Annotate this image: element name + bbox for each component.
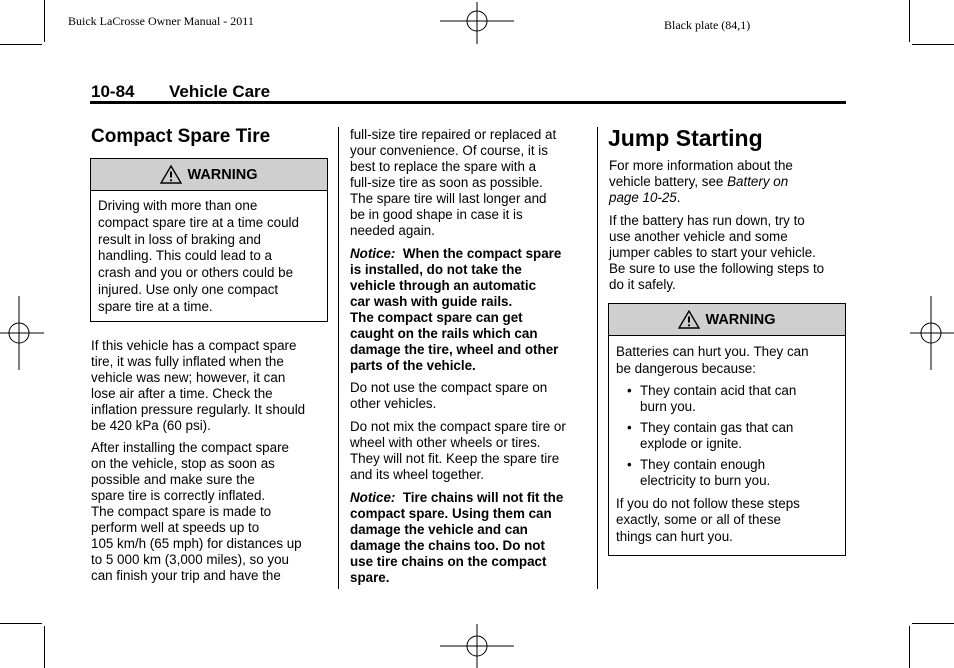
warning-line: Batteries can hurt you. They can xyxy=(616,344,809,359)
bullet-line: electricity to burn you. xyxy=(640,472,771,488)
warning-triangle-icon xyxy=(678,310,700,329)
crop-mark xyxy=(912,44,954,45)
text-line: The compact spare can get xyxy=(350,310,523,325)
bullet-line: They contain gas that can xyxy=(640,419,794,435)
page-number: 10-84 xyxy=(91,82,135,101)
text-line: Do not mix the compact spare tire or xyxy=(350,419,566,434)
text-line: inflation pressure regularly. It should xyxy=(91,402,306,417)
text-line: spare. xyxy=(350,570,390,585)
text-line: spare tire is correctly inflated. xyxy=(91,488,266,503)
bullet-dot: • xyxy=(627,419,632,435)
registration-mark-right xyxy=(910,296,954,370)
text-line: vehicle through an automatic xyxy=(350,278,537,293)
car-wash-notice xyxy=(350,246,561,374)
warning-header xyxy=(609,304,845,336)
plate-right: Black plate (84,1) xyxy=(664,18,751,32)
bullet-line: They contain enough xyxy=(640,456,766,472)
text-line: The compact spare is made to xyxy=(91,504,272,519)
text-line: can finish your trip and have the xyxy=(91,568,281,583)
bullet-line: explode or ignite. xyxy=(640,435,742,451)
plate-left: Buick LaCrosse Owner Manual - 2011 xyxy=(68,14,254,28)
notice-label: Notice: xyxy=(350,490,396,505)
text-line: full-size tire repaired or replaced at xyxy=(350,127,557,142)
battery-reference-link[interactable]: Battery on xyxy=(727,174,789,189)
middle-paragraph-2 xyxy=(350,380,547,412)
bullet-line: They contain acid that can xyxy=(640,382,797,398)
text-line: lose air after a time. Check the xyxy=(91,386,273,401)
bullet-dot: • xyxy=(627,382,632,398)
spare-paragraph-2 xyxy=(91,440,302,584)
text-line: perform well at speeds up to xyxy=(91,520,260,535)
text-line: other vehicles. xyxy=(350,396,437,411)
crop-mark xyxy=(44,0,45,42)
spare-warning-box xyxy=(90,158,328,322)
text-line: If the battery has run down, try to xyxy=(609,213,805,228)
tire-chain-notice xyxy=(350,490,563,586)
text-line xyxy=(609,190,793,206)
text-line xyxy=(609,174,793,190)
warning-line: exactly, some or all of these xyxy=(616,512,781,528)
text-span: . xyxy=(676,190,681,205)
text-line: compact spare. Using them can xyxy=(350,506,552,521)
text-line: be 420 kPa (60 psi). xyxy=(91,418,211,433)
crop-mark xyxy=(0,623,42,624)
text-line: After installing the compact spare xyxy=(91,440,289,455)
jump-paragraph xyxy=(609,213,824,293)
middle-paragraph-3 xyxy=(350,419,566,483)
registration-mark-bottom xyxy=(440,624,516,668)
text-line: wheel with other wheels or tires. xyxy=(350,435,541,450)
crop-mark xyxy=(0,44,42,45)
warning-line: injured. Use only one compact xyxy=(98,281,279,297)
registration-mark-top xyxy=(440,2,516,44)
warning-triangle-icon xyxy=(160,165,182,184)
text-line xyxy=(350,490,563,506)
text-line: car wash with guide rails. xyxy=(350,294,513,309)
bullet-line: burn you. xyxy=(640,398,696,414)
text-line: damage the tire, wheel and other xyxy=(350,342,559,357)
jump-intro xyxy=(609,158,793,206)
warning-line: be dangerous because: xyxy=(616,360,756,376)
text-line: is installed, do not take the xyxy=(350,262,522,277)
text-span: vehicle battery, see xyxy=(609,174,728,189)
text-line: do it safely. xyxy=(609,277,676,292)
text-line: damage the vehicle and can xyxy=(350,522,528,537)
text-line: They will not fit. Keep the spare tire xyxy=(350,451,560,466)
text-line: tire, it was fully inflated when the xyxy=(91,354,284,369)
warning-body xyxy=(91,191,327,322)
text-line: and its wheel together. xyxy=(350,467,484,482)
text-line: 105 km/h (65 mph) for distances up xyxy=(91,536,302,551)
warning-body xyxy=(609,336,845,552)
text-span: Tire chains will not fit the xyxy=(402,490,564,505)
text-line: caught on the rails which can xyxy=(350,326,538,341)
crop-mark xyxy=(912,623,954,624)
text-line xyxy=(350,246,561,262)
text-line: The spare tire will last longer and xyxy=(350,191,547,206)
warning-line: crash and you or others could be xyxy=(98,265,294,281)
warning-line: Driving with more than one xyxy=(98,198,258,213)
text-line: Do not use the compact spare on xyxy=(350,380,548,395)
text-line: parts of the vehicle. xyxy=(350,358,476,373)
text-line: to 5 000 km (3,000 miles), so you xyxy=(91,552,289,567)
text-line: use tire chains on the compact xyxy=(350,554,547,569)
text-line: vehicle was new; however, it can xyxy=(91,370,286,385)
compact-spare-heading: Compact Spare Tire xyxy=(91,126,271,147)
warning-line: result in loss of braking and xyxy=(98,231,262,247)
warning-line: If you do not follow these steps xyxy=(616,495,800,511)
middle-paragraph-1 xyxy=(350,127,556,239)
notice-label: Notice: xyxy=(350,246,396,261)
text-line: For more information about the xyxy=(609,158,793,173)
warning-line: things can hurt you. xyxy=(616,529,733,545)
warning-line: spare tire at a time. xyxy=(98,298,213,314)
text-line: If this vehicle has a compact spare xyxy=(91,338,297,353)
text-line: possible and make sure the xyxy=(91,472,255,487)
warning-label: WARNING xyxy=(705,311,776,328)
text-line: damage the chains too. Do not xyxy=(350,538,545,553)
text-line: best to replace the spare with a xyxy=(350,159,537,174)
column-divider xyxy=(597,127,598,589)
column-divider xyxy=(338,127,339,589)
text-line: needed again. xyxy=(350,223,435,238)
spare-paragraph-1 xyxy=(91,338,305,434)
header-rule xyxy=(90,101,846,104)
text-span: When the compact spare xyxy=(402,246,562,261)
bullet-item xyxy=(616,383,838,415)
crop-mark xyxy=(909,626,910,668)
battery-warning-box xyxy=(608,303,846,556)
bullet-item xyxy=(616,420,838,452)
warning-header xyxy=(91,159,327,191)
text-line: full-size tire as soon as possible. xyxy=(350,175,543,190)
section-title: Vehicle Care xyxy=(169,82,271,101)
warning-label: WARNING xyxy=(187,166,258,183)
battery-page-link[interactable]: page 10-25 xyxy=(609,190,677,205)
registration-mark-left xyxy=(0,296,44,370)
text-line: be in good shape in case it is xyxy=(350,207,523,222)
bullet-item xyxy=(616,457,838,489)
crop-mark xyxy=(44,626,45,668)
text-line: your convenience. Of course, it is xyxy=(350,143,548,158)
text-line: Be sure to use the following steps to xyxy=(609,261,825,276)
crop-mark xyxy=(909,0,910,42)
warning-outro xyxy=(616,496,838,546)
text-line: use another vehicle and some xyxy=(609,229,788,244)
warning-line: compact spare tire at a time could xyxy=(98,214,299,230)
bullet-dot: • xyxy=(627,456,632,472)
warning-line: handling. This could lead to a xyxy=(98,248,272,264)
text-line: jumper cables to start your vehicle. xyxy=(609,245,816,260)
text-line: on the vehicle, stop as soon as xyxy=(91,456,275,471)
jump-starting-heading: Jump Starting xyxy=(608,125,763,151)
